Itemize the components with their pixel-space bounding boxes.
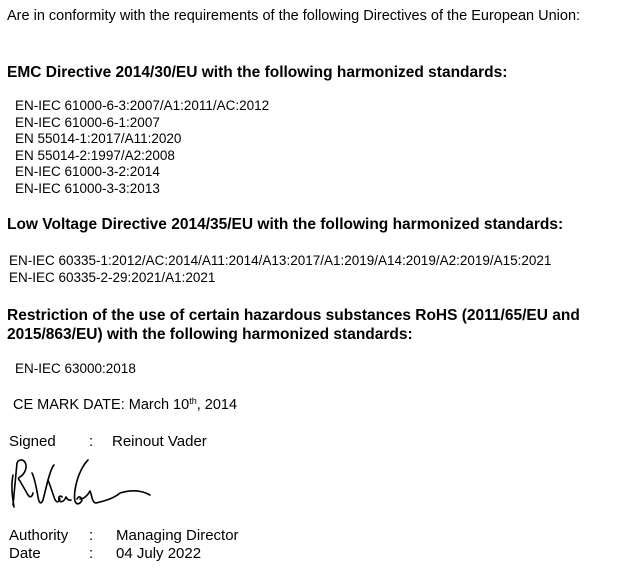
ce-mark-date: [13, 396, 237, 413]
ce-mark-sup: th: [189, 396, 197, 406]
authority-value: Managing Director: [116, 527, 239, 544]
signed-label: Signed: [9, 433, 56, 450]
authority-label: Authority: [9, 527, 69, 544]
list-item: EN-IEC 60335-1:2012/AC:2014/A11:2014/A13:2017/A1:2019/A14:2019/A2:2019/A15:2021: [9, 253, 552, 268]
lvd-heading: Low Voltage Directive 2014/35/EU with the following harmonized standards:: [7, 216, 564, 233]
rohs-heading: Restriction of the use of certain hazardous substances RoHS (2011/65/EU and 2015/863/EU) with the following harmonized standards:: [7, 307, 580, 343]
intro-text: Are in conformity with the requirements of the following Directives of the European Union:: [7, 8, 581, 24]
authority-separator: :: [89, 527, 94, 544]
emc-heading: EMC Directive 2014/30/EU with the following harmonized standards:: [7, 64, 508, 81]
signed-separator: :: [89, 433, 94, 450]
ce-mark-year: , 2014: [196, 397, 238, 413]
list-item: EN-IEC 60335-2-29:2021/A1:2021: [9, 269, 216, 285]
handwritten-signature-icon: [8, 455, 158, 525]
list-item: EN 55014-1:2017/A11:2020: [15, 131, 182, 147]
ce-mark-label: CE MARK DATE: March 10: [13, 397, 190, 413]
lvd-standards-list: [9, 253, 551, 286]
list-item: EN-IEC 61000-3-2:2014: [15, 164, 160, 180]
date-value: 04 July 2022: [116, 545, 202, 562]
date-label: Date: [9, 545, 41, 562]
list-item: EN 55014-2:1997/A2:2008: [15, 147, 175, 163]
date-separator: :: [89, 545, 94, 562]
list-item: EN-IEC 61000-3-3:2013: [15, 180, 160, 196]
emc-standards-list: [15, 98, 269, 198]
list-item: EN-IEC 61000-6-3:2007/A1:2011/AC:2012: [15, 98, 270, 113]
list-item: EN-IEC 61000-6-1:2007: [15, 114, 160, 130]
rohs-standard: EN-IEC 63000:2018: [15, 361, 136, 376]
signed-value: Reinout Vader: [112, 433, 207, 450]
